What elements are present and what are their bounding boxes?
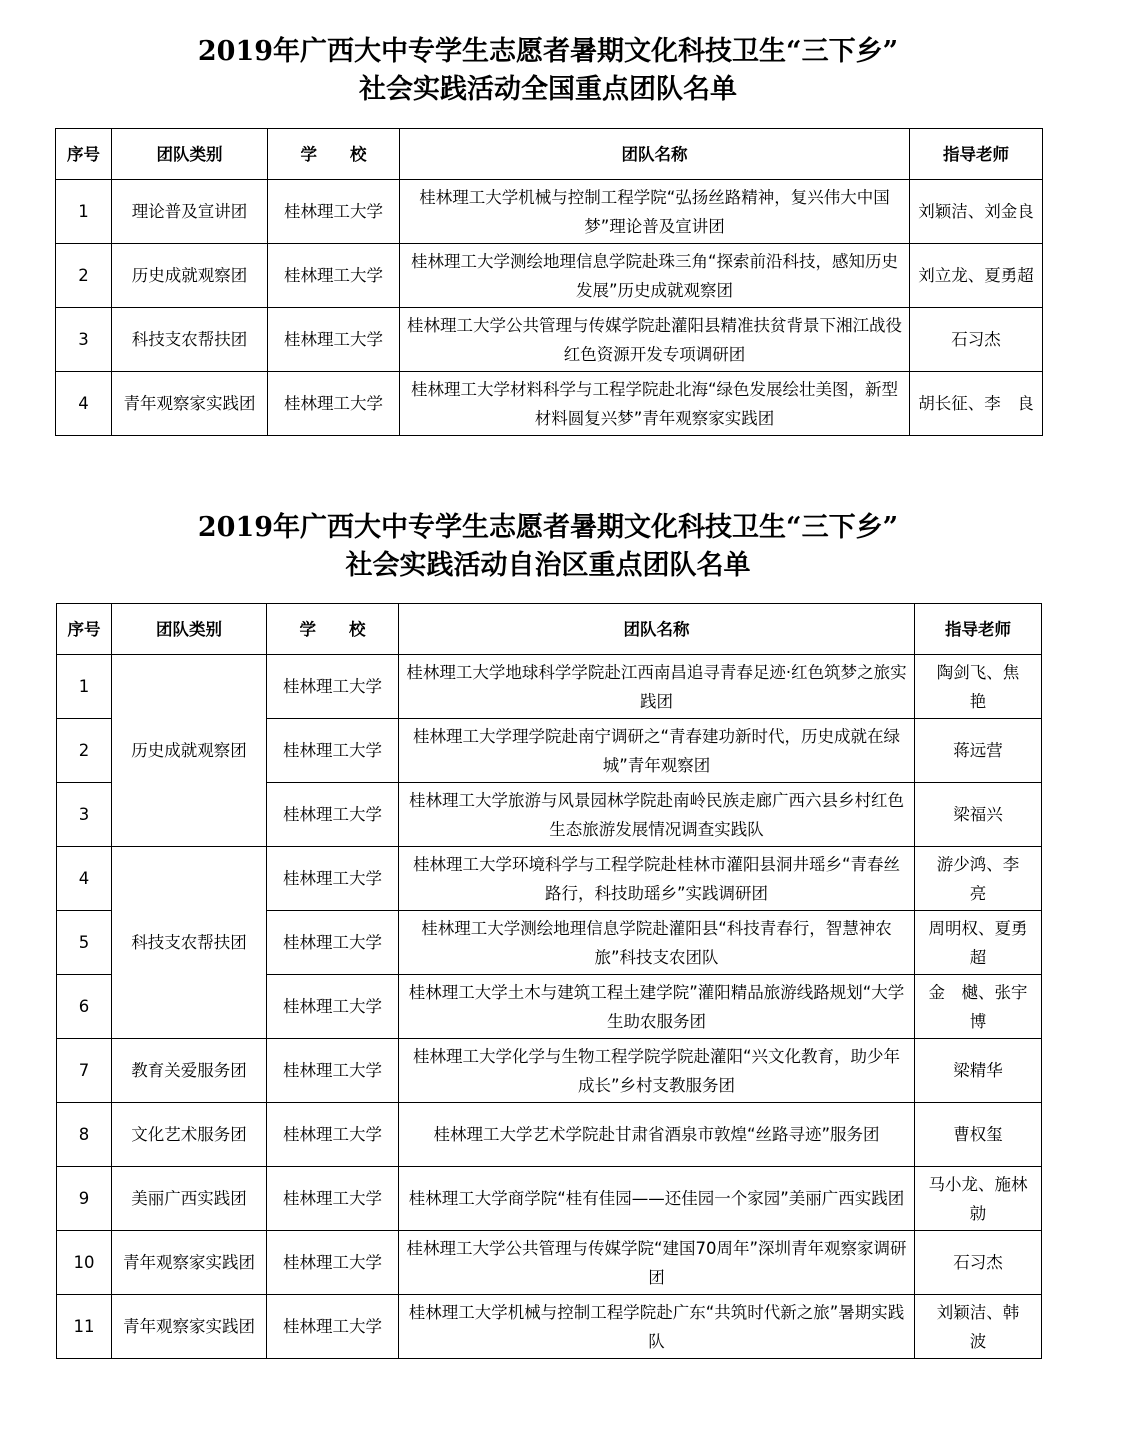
header-teacher: 指导老师 bbox=[915, 604, 1042, 655]
cell-school: 桂林理工大学 bbox=[267, 975, 399, 1039]
cell-teacher: 周明权、夏勇超 bbox=[915, 911, 1042, 975]
cell-no: 1 bbox=[57, 655, 112, 719]
cell-team-name: 桂林理工大学艺术学院赴甘肃省酒泉市敦煌“丝路寻迹”服务团 bbox=[399, 1103, 915, 1167]
cell-no: 4 bbox=[57, 847, 112, 911]
cell-teacher: 胡长征、李 良 bbox=[910, 372, 1043, 436]
regional-teams-table bbox=[56, 603, 1042, 1359]
header-team-name: 团队名称 bbox=[400, 129, 910, 180]
cell-category: 理论普及宣讲团 bbox=[112, 180, 268, 244]
cell-team-name: 桂林理工大学机械与控制工程学院“弘扬丝路精神，复兴伟大中国梦”理论普及宣讲团 bbox=[400, 180, 910, 244]
cell-no: 3 bbox=[57, 783, 112, 847]
table-row bbox=[57, 1231, 1042, 1295]
header-category: 团队类别 bbox=[112, 604, 267, 655]
table-row bbox=[56, 180, 1043, 244]
cell-no: 2 bbox=[56, 244, 112, 308]
cell-team-name: 桂林理工大学测绘地理信息学院赴灌阳县“科技青春行，智慧神农旅”科技支农团队 bbox=[399, 911, 915, 975]
cell-team-name: 桂林理工大学土木与建筑工程土建学院”灌阳精品旅游线路规划“大学生助农服务团 bbox=[399, 975, 915, 1039]
cell-school: 桂林理工大学 bbox=[267, 911, 399, 975]
header-teacher: 指导老师 bbox=[910, 129, 1043, 180]
cell-no: 9 bbox=[57, 1167, 112, 1231]
section1-title-line2: 社会实践活动全国重点团队名单 bbox=[359, 74, 737, 105]
cell-school: 桂林理工大学 bbox=[267, 1231, 399, 1295]
cell-school: 桂林理工大学 bbox=[268, 180, 400, 244]
cell-no: 8 bbox=[57, 1103, 112, 1167]
table-header-row bbox=[57, 604, 1042, 655]
cell-teacher: 马小龙、施林勍 bbox=[915, 1167, 1042, 1231]
table-row bbox=[57, 1295, 1042, 1359]
table-row bbox=[56, 308, 1043, 372]
cell-school: 桂林理工大学 bbox=[267, 1103, 399, 1167]
cell-category: 美丽广西实践团 bbox=[112, 1167, 267, 1231]
cell-teacher: 石习杰 bbox=[915, 1231, 1042, 1295]
cell-school: 桂林理工大学 bbox=[267, 783, 399, 847]
cell-team-name: 桂林理工大学公共管理与传媒学院赴灌阳县精准扶贫背景下湘江战役红色资源开发专项调研团 bbox=[400, 308, 910, 372]
cell-school: 桂林理工大学 bbox=[268, 244, 400, 308]
cell-teacher: 曹权玺 bbox=[915, 1103, 1042, 1167]
cell-category: 科技支农帮扶团 bbox=[112, 308, 268, 372]
cell-teacher: 梁精华 bbox=[915, 1039, 1042, 1103]
section1-title bbox=[0, 33, 1096, 109]
table-row bbox=[57, 655, 1042, 719]
cell-team-name: 桂林理工大学旅游与风景园林学院赴南岭民族走廊广西六县乡村红色生态旅游发展情况调查实践队 bbox=[399, 783, 915, 847]
cell-teacher: 刘颖洁、韩 波 bbox=[915, 1295, 1042, 1359]
table-row bbox=[56, 372, 1043, 436]
cell-team-name: 桂林理工大学公共管理与传媒学院“建国70周年”深圳青年观察家调研团 bbox=[399, 1231, 915, 1295]
cell-no: 10 bbox=[57, 1231, 112, 1295]
cell-teacher: 石习杰 bbox=[910, 308, 1043, 372]
section2-title-line1: 2019年广西大中专学生志愿者暑期文化科技卫生“三下乡” bbox=[197, 512, 899, 543]
cell-teacher: 刘颖洁、刘金良 bbox=[910, 180, 1043, 244]
cell-teacher: 刘立龙、夏勇超 bbox=[910, 244, 1043, 308]
table-row bbox=[57, 1039, 1042, 1103]
cell-school: 桂林理工大学 bbox=[267, 655, 399, 719]
cell-teacher: 金 樾、张宇博 bbox=[915, 975, 1042, 1039]
header-no: 序号 bbox=[56, 129, 112, 180]
cell-category: 青年观察家实践团 bbox=[112, 372, 268, 436]
cell-teacher: 游少鸿、李 亮 bbox=[915, 847, 1042, 911]
header-team-name: 团队名称 bbox=[399, 604, 915, 655]
cell-teacher: 蒋远营 bbox=[915, 719, 1042, 783]
cell-team-name: 桂林理工大学商学院“桂有佳园——还佳园一个家园”美丽广西实践团 bbox=[399, 1167, 915, 1231]
header-school: 学 校 bbox=[268, 129, 400, 180]
cell-team-name: 桂林理工大学理学院赴南宁调研之“青春建功新时代，历史成就在绿城”青年观察团 bbox=[399, 719, 915, 783]
cell-school: 桂林理工大学 bbox=[267, 1039, 399, 1103]
cell-no: 1 bbox=[56, 180, 112, 244]
cell-team-name: 桂林理工大学材料科学与工程学院赴北海“绿色发展绘壮美图，新型材料圆复兴梦”青年观察家实践团 bbox=[400, 372, 910, 436]
table-row bbox=[57, 847, 1042, 911]
section2-title bbox=[0, 509, 1096, 585]
cell-no: 6 bbox=[57, 975, 112, 1039]
cell-no: 2 bbox=[57, 719, 112, 783]
header-school: 学 校 bbox=[267, 604, 399, 655]
section2-title-line2: 社会实践活动自治区重点团队名单 bbox=[345, 550, 751, 581]
cell-team-name: 桂林理工大学环境科学与工程学院赴桂林市灌阳县洞井瑶乡“青春丝路行，科技助瑶乡”实践调研团 bbox=[399, 847, 915, 911]
cell-school: 桂林理工大学 bbox=[267, 1167, 399, 1231]
cell-teacher: 陶剑飞、焦 艳 bbox=[915, 655, 1042, 719]
cell-category: 文化艺术服务团 bbox=[112, 1103, 267, 1167]
cell-team-name: 桂林理工大学地球科学学院赴江西南昌追寻青春足迹·红色筑梦之旅实践团 bbox=[399, 655, 915, 719]
table-row bbox=[57, 1167, 1042, 1231]
cell-no: 7 bbox=[57, 1039, 112, 1103]
cell-no: 11 bbox=[57, 1295, 112, 1359]
cell-team-name: 桂林理工大学测绘地理信息学院赴珠三角“探索前沿科技，感知历史发展”历史成就观察团 bbox=[400, 244, 910, 308]
cell-no: 5 bbox=[57, 911, 112, 975]
header-category: 团队类别 bbox=[112, 129, 268, 180]
cell-team-name: 桂林理工大学化学与生物工程学院学院赴灌阳“兴文化教育，助少年成长”乡村支教服务团 bbox=[399, 1039, 915, 1103]
cell-teacher: 梁福兴 bbox=[915, 783, 1042, 847]
cell-no: 3 bbox=[56, 308, 112, 372]
cell-category: 教育关爱服务团 bbox=[112, 1039, 267, 1103]
cell-no: 4 bbox=[56, 372, 112, 436]
header-no: 序号 bbox=[57, 604, 112, 655]
cell-category-group-tech: 科技支农帮扶团 bbox=[112, 847, 267, 1039]
cell-category: 历史成就观察团 bbox=[112, 244, 268, 308]
cell-school: 桂林理工大学 bbox=[268, 308, 400, 372]
cell-category: 青年观察家实践团 bbox=[112, 1295, 267, 1359]
table-row bbox=[56, 244, 1043, 308]
cell-school: 桂林理工大学 bbox=[267, 847, 399, 911]
cell-school: 桂林理工大学 bbox=[268, 372, 400, 436]
cell-category-group-history: 历史成就观察团 bbox=[112, 655, 267, 847]
section1-title-line1: 2019年广西大中专学生志愿者暑期文化科技卫生“三下乡” bbox=[197, 36, 899, 67]
cell-category: 青年观察家实践团 bbox=[112, 1231, 267, 1295]
cell-team-name: 桂林理工大学机械与控制工程学院赴广东“共筑时代新之旅”暑期实践队 bbox=[399, 1295, 915, 1359]
cell-school: 桂林理工大学 bbox=[267, 719, 399, 783]
cell-school: 桂林理工大学 bbox=[267, 1295, 399, 1359]
table-header-row bbox=[56, 129, 1043, 180]
table-row bbox=[57, 1103, 1042, 1167]
national-teams-table bbox=[55, 128, 1043, 436]
